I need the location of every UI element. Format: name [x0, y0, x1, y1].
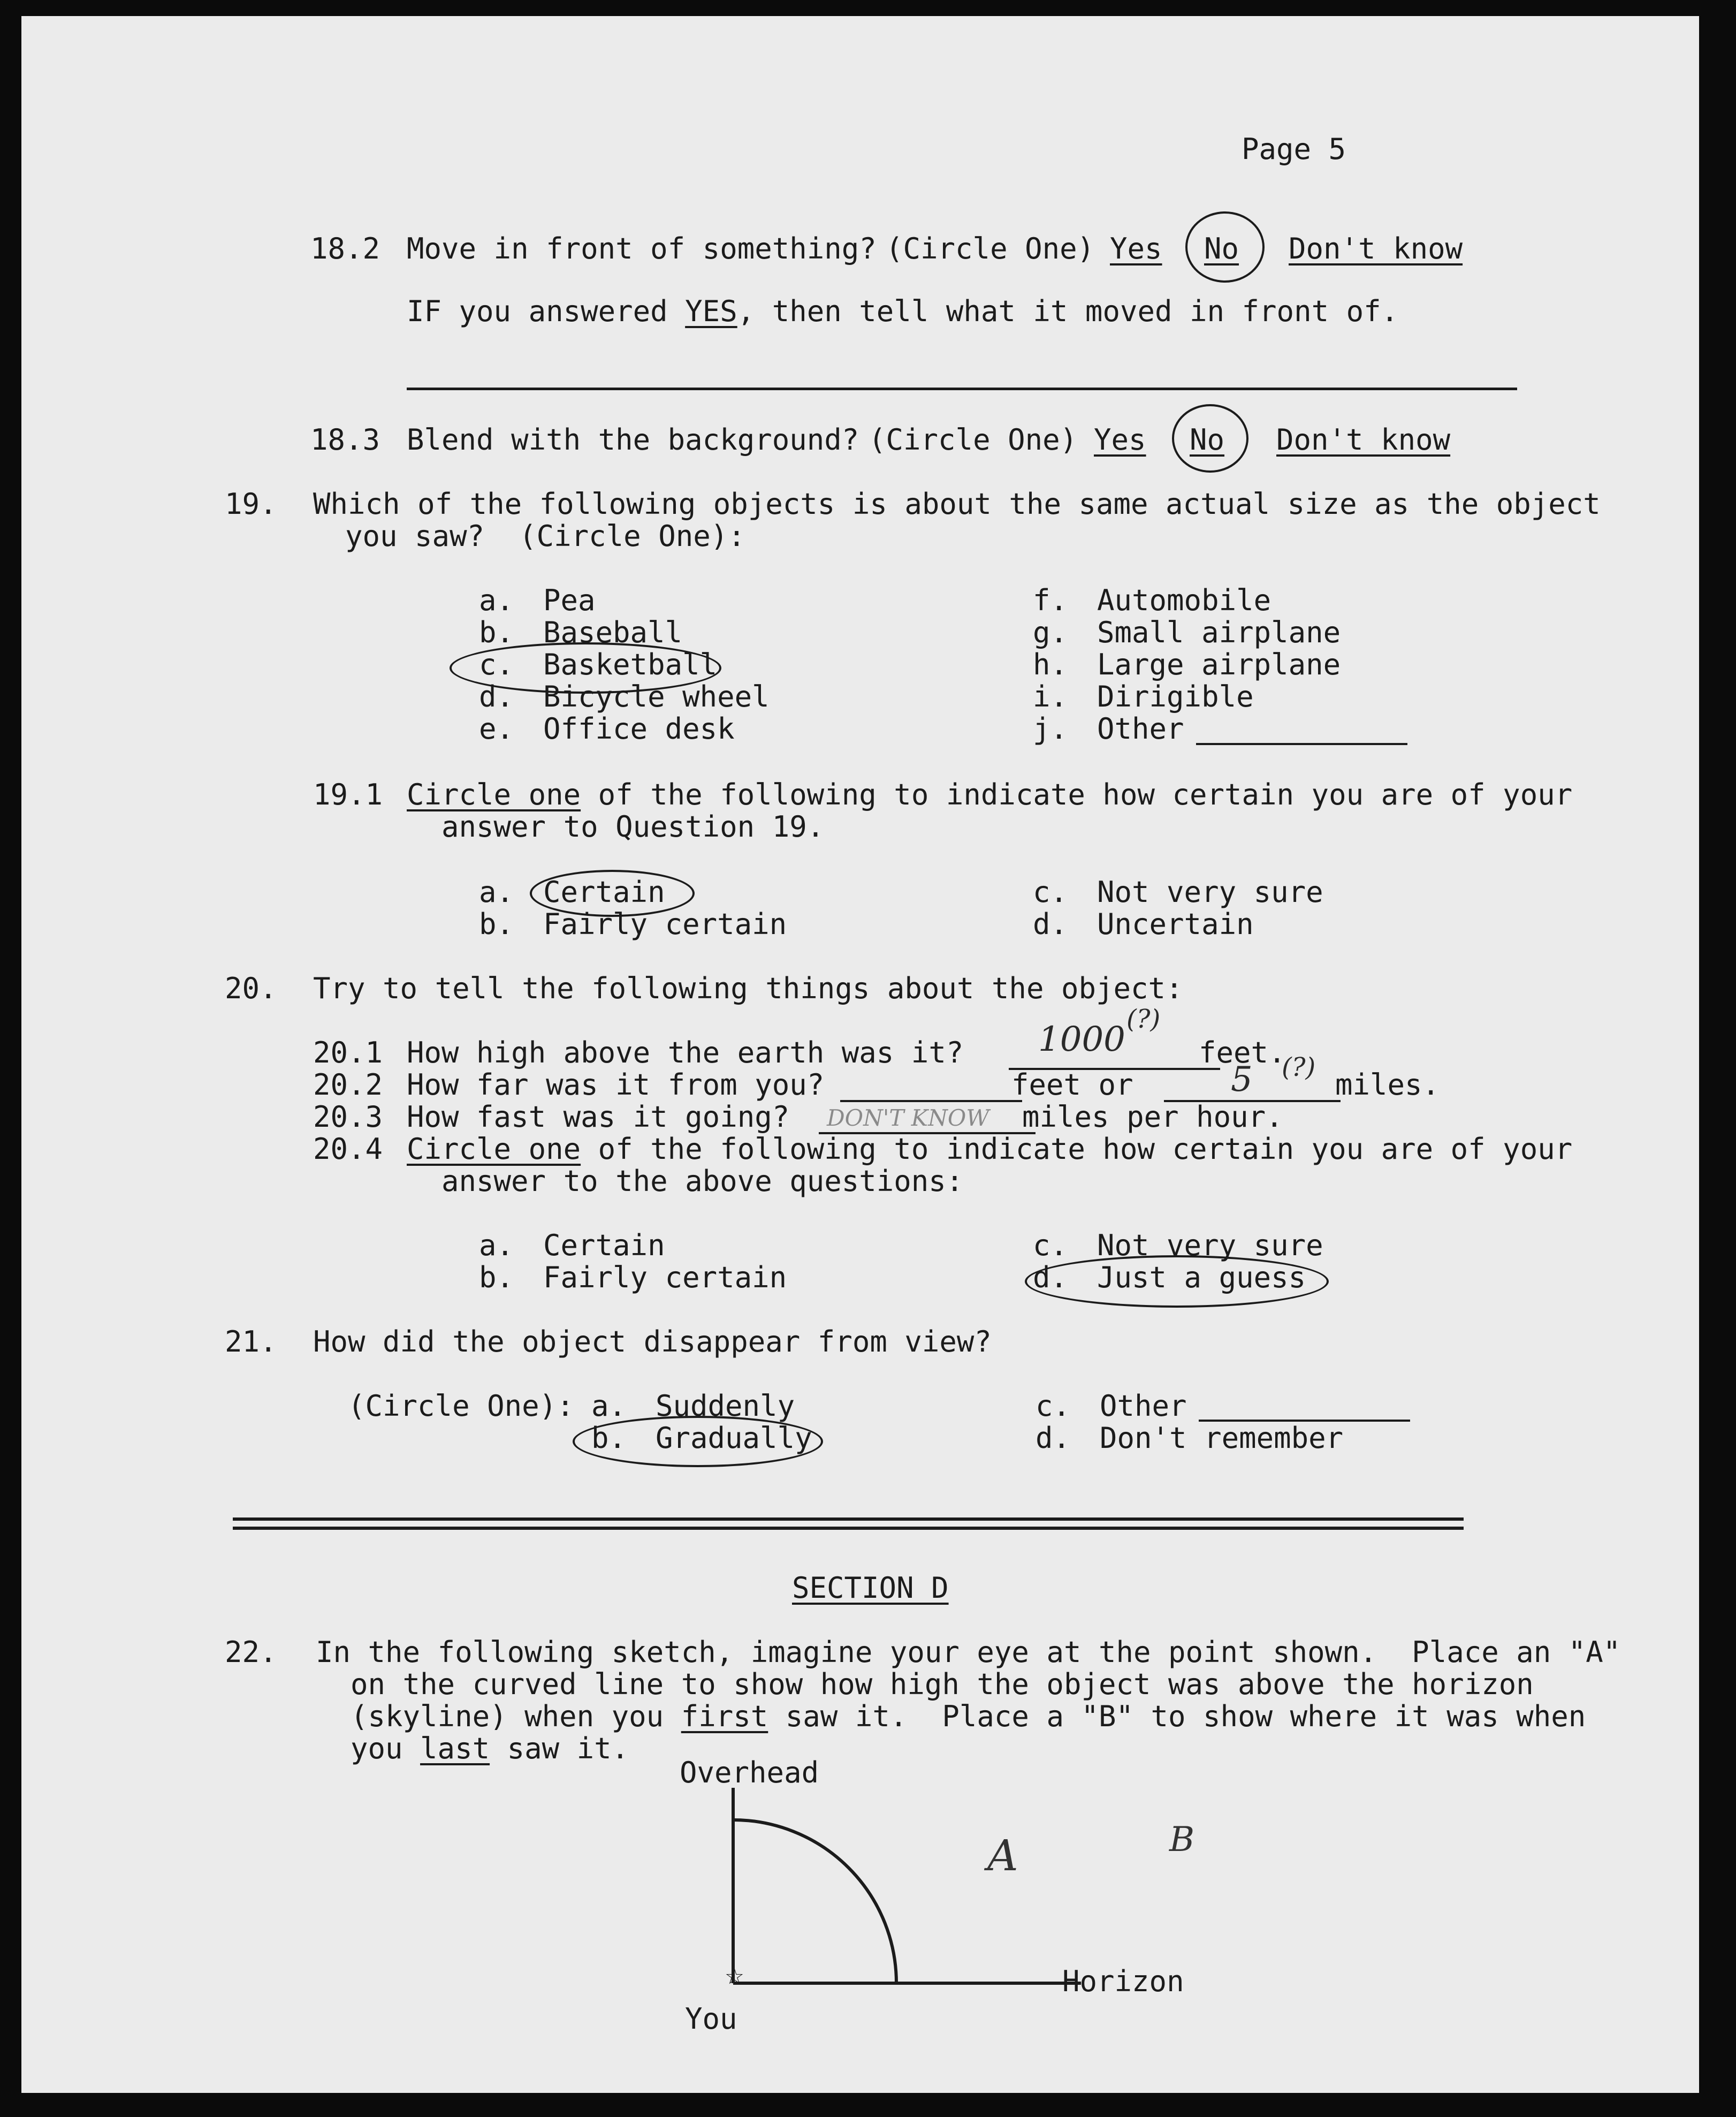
q19-1-option-a-letter: a. [479, 875, 514, 909]
q21-option-a[interactable]: Suddenly [656, 1389, 795, 1423]
q18-2-option-yes[interactable]: Yes [1110, 232, 1162, 265]
q21-option-d-letter: d. [1035, 1421, 1071, 1455]
q20-3-text: How fast was it going? [407, 1100, 790, 1134]
q19-option-a[interactable]: Pea [543, 583, 596, 617]
q20-4-option-c[interactable]: Not very sure [1097, 1228, 1323, 1262]
q21-option-c[interactable]: Other [1100, 1389, 1187, 1423]
q22-text-line1: In the following sketch, imagine your eye at the point shown. Place an "A" [316, 1635, 1621, 1669]
q21-text: How did the object disappear from view? [313, 1325, 992, 1359]
q19-1-option-c-letter: c. [1033, 875, 1068, 909]
sketch-you-label: You [685, 2002, 737, 2036]
q20-2-miles-unit: miles. [1335, 1068, 1440, 1102]
q19-option-e[interactable]: Office desk [543, 712, 735, 746]
q19-1-text-line1: Circle one of the following to indicate how certain you are of your [407, 778, 1573, 811]
q20-2-feet-unit: feet or [1011, 1068, 1133, 1102]
q19-option-f[interactable]: Automobile [1097, 583, 1271, 617]
q20-3-unit: miles per hour. [1022, 1100, 1283, 1134]
q18-3-number: 18.3 [310, 423, 380, 457]
q19-option-e-letter: e. [479, 712, 514, 746]
q19-option-i[interactable]: Dirigible [1097, 680, 1254, 714]
q20-1-number: 20.1 [313, 1036, 383, 1069]
q19-1-number: 19.1 [313, 778, 383, 811]
handwritten-mark-b: B [1169, 1820, 1195, 1860]
q19-text-line1: Which of the following objects is about the same actual size as the object [313, 487, 1601, 521]
q18-2-circle-mark [1185, 211, 1265, 283]
q18-2-text: Move in front of something? [407, 232, 877, 265]
q20-4-option-c-letter: c. [1033, 1228, 1068, 1262]
q20-1-handwritten-answer: 1000 [1038, 1020, 1125, 1059]
q18-2-instruction: (Circle One) [886, 232, 1095, 265]
q20-4-circle-mark [1025, 1255, 1329, 1308]
q19-text-line2: you saw? (Circle One): [345, 519, 745, 553]
q20-prompt: Try to tell the following things about the object: [313, 972, 1183, 1005]
q20-4-option-a-letter: a. [479, 1228, 514, 1262]
q20-2-text: How far was it from you? [407, 1068, 825, 1102]
q20-number: 20. [225, 972, 277, 1005]
q20-2-feet-blank[interactable] [840, 1100, 1022, 1102]
sketch-eye-figure-icon: ☆ [725, 1955, 744, 1992]
q21-circle-mark [573, 1416, 823, 1467]
q19-1-option-d-letter: d. [1033, 907, 1068, 941]
q20-4-option-a[interactable]: Certain [543, 1228, 665, 1262]
q21-option-b[interactable]: Gradually [656, 1421, 812, 1455]
q20-4-option-b-letter: b. [479, 1261, 514, 1294]
q20-4-option-d[interactable]: Just a guess [1097, 1261, 1306, 1294]
q21-option-c-letter: c. [1035, 1389, 1071, 1423]
sketch-arc-curve [733, 1820, 896, 1983]
q19-option-d[interactable]: Bicycle wheel [543, 680, 770, 714]
q18-2-answer-line[interactable] [407, 388, 1517, 390]
q19-1-option-b[interactable]: Fairly certain [543, 907, 787, 941]
q21-instruction: (Circle One): [348, 1389, 574, 1423]
page-number: Page 5 [1242, 132, 1346, 166]
q19-option-c-letter: c. [479, 648, 514, 681]
q20-4-number: 20.4 [313, 1132, 383, 1166]
q19-other-blank[interactable] [1196, 743, 1407, 745]
section-divider-top [233, 1517, 1464, 1521]
sketch-diagram[interactable] [717, 1782, 1092, 1997]
q21-option-b-letter: b. [591, 1421, 627, 1455]
q22-text-line4: you last saw it. [351, 1732, 629, 1765]
q22-number: 22. [225, 1635, 277, 1669]
q20-3-handwritten-answer: DON'T KNOW [827, 1105, 989, 1131]
q19-1-option-a[interactable]: Certain [543, 875, 665, 909]
sketch-horizon-label: Horizon [1062, 1964, 1184, 1998]
section-title: SECTION D [792, 1571, 949, 1605]
q19-option-j-letter: j. [1033, 712, 1068, 746]
q21-number: 21. [225, 1325, 277, 1359]
q18-2-followup: IF you answered YES, then tell what it moved in front of. [407, 294, 1399, 328]
q19-1-text-line2: answer to Question 19. [441, 810, 825, 844]
q20-2-question-mark: (?) [1282, 1052, 1316, 1082]
q18-3-option-no[interactable]: No [1190, 423, 1225, 457]
q19-option-j[interactable]: Other [1097, 712, 1184, 746]
q19-option-g-letter: g. [1033, 616, 1068, 649]
q18-3-option-dont-know[interactable]: Don't know [1276, 423, 1451, 457]
q22-text-line3: (skyline) when you first saw it. Place a "B" to show where it was when [351, 1699, 1586, 1733]
questionnaire-page [21, 16, 1699, 2093]
q18-3-circle-mark [1172, 404, 1248, 473]
q19-1-option-c[interactable]: Not very sure [1097, 875, 1323, 909]
q19-option-g[interactable]: Small airplane [1097, 616, 1341, 649]
q18-3-text: Blend with the background? [407, 423, 859, 457]
q22-text-line2: on the curved line to show how high the object was above the horizon [351, 1667, 1534, 1701]
q20-1-unit: feet. [1199, 1036, 1286, 1069]
section-divider-bottom [233, 1527, 1464, 1530]
sketch-overhead-label: Overhead [680, 1756, 819, 1789]
q20-4-text-line1: Circle one of the following to indicate how certain you are of your [407, 1132, 1573, 1166]
q19-option-c[interactable]: Basketball [543, 648, 718, 681]
q19-option-b-letter: b. [479, 616, 514, 649]
q18-3-instruction: (Circle One) [869, 423, 1078, 457]
q20-2-handwritten-answer: 5 [1231, 1060, 1253, 1099]
q20-4-text-line2: answer to the above questions: [441, 1164, 964, 1198]
q20-2-number: 20.2 [313, 1068, 383, 1102]
q20-4-option-b[interactable]: Fairly certain [543, 1261, 787, 1294]
q21-option-a-letter: a. [591, 1389, 627, 1423]
q20-1-text: How high above the earth was it? [407, 1036, 964, 1069]
q20-3-number: 20.3 [313, 1100, 383, 1134]
q19-option-h-letter: h. [1033, 648, 1068, 681]
q20-1-question-mark: (?) [1126, 1004, 1161, 1034]
q19-option-h[interactable]: Large airplane [1097, 648, 1341, 681]
q20-4-option-d-letter: d. [1033, 1261, 1068, 1294]
q19-1-option-b-letter: b. [479, 907, 514, 941]
q18-3-option-yes[interactable]: Yes [1094, 423, 1146, 457]
q19-number: 19. [225, 487, 277, 521]
q19-option-a-letter: a. [479, 583, 514, 617]
q19-option-b[interactable]: Baseball [543, 616, 683, 649]
q19-option-d-letter: d. [479, 680, 514, 714]
q19-option-f-letter: f. [1033, 583, 1068, 617]
handwritten-mark-a: A [987, 1831, 1018, 1880]
q18-2-option-no[interactable]: No [1204, 232, 1239, 265]
q18-2-number: 18.2 [310, 232, 380, 265]
q19-1-option-d[interactable]: Uncertain [1097, 907, 1254, 941]
q18-2-option-dont-know[interactable]: Don't know [1289, 232, 1463, 265]
q19-option-i-letter: i. [1033, 680, 1068, 714]
q21-option-d[interactable]: Don't remember [1100, 1421, 1344, 1455]
